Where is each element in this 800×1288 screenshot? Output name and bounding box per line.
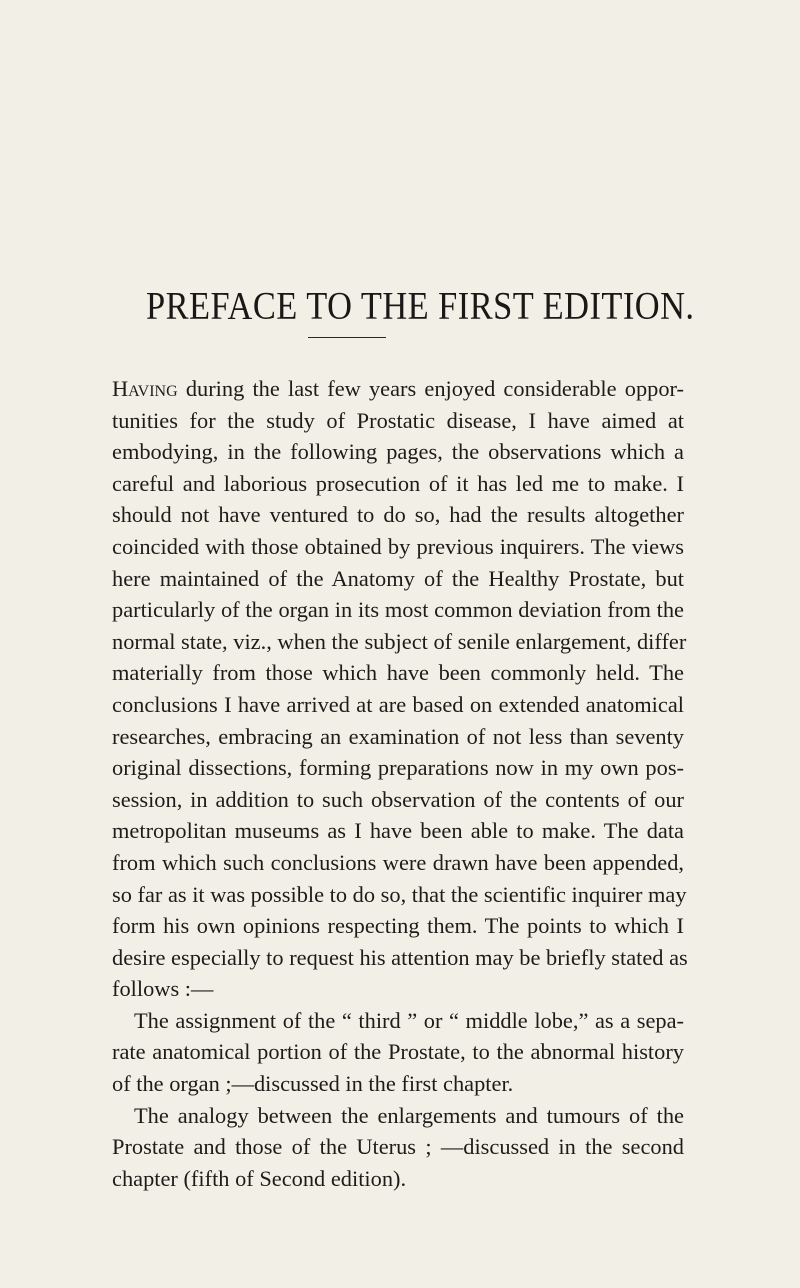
title-rule	[308, 337, 386, 338]
text-line: The assignment of the “ third ” or “ middle lobe,” as a sepa-	[134, 1007, 684, 1033]
text-line: desire especially to request his attention may be briefly stated as	[112, 944, 688, 970]
preface-text	[112, 373, 688, 1194]
text-line: from which such conclusions were drawn have been appended,	[112, 849, 684, 875]
text-line: normal state, viz., when the subject of senile enlargement, differ	[112, 628, 687, 654]
text-line: follows :—	[112, 976, 214, 1002]
text-line: Having during the last few years enjoyed considerable oppor-	[112, 376, 684, 401]
text-line: rate anatomical portion of the Prostate, to the abnormal history	[112, 1039, 684, 1065]
text-line: conclusions I have arrived at are based on extended anatomical	[112, 691, 684, 717]
small-caps-lead: Having	[112, 376, 178, 401]
text-line: form his own opinions respecting them. The points to which I	[112, 913, 684, 939]
text-line: tunities for the study of Prostatic disease, I have aimed at	[112, 407, 684, 433]
text-line: here maintained of the Anatomy of the Healthy Prostate, but	[112, 565, 684, 591]
text-line: metropolitan museums as I have been able to make. The data	[112, 818, 684, 844]
text-line: session, in addition to such observation of the contents of our	[112, 786, 684, 812]
text-line: embodying, in the following pages, the observations which a	[112, 439, 684, 465]
text-line: so far as it was possible to do so, that the scientific inquirer may	[112, 881, 687, 907]
text-line: particularly of the organ in its most common deviation from the	[112, 597, 684, 623]
text-line: The analogy between the enlargements and tumours of the	[134, 1102, 684, 1128]
text-line: careful and laborious prosecution of it has led me to make. I	[112, 470, 684, 496]
text-line: coincided with those obtained by previous inquirers. The views	[112, 533, 684, 559]
text-line: should not have ventured to do so, had the results altogether	[112, 502, 684, 528]
page-title: PREFACE TO THE FIRST EDITION.	[146, 285, 695, 329]
text-line: chapter (fifth of Second edition).	[112, 1165, 407, 1191]
text-line: original dissections, forming preparations now in my own pos-	[112, 755, 684, 781]
text-line: of the organ ;—discussed in the first chapter.	[112, 1071, 514, 1097]
text-line: researches, embracing an examination of not less than seventy	[112, 723, 684, 749]
text-line: Prostate and those of the Uterus ; —discussed in the second	[112, 1134, 684, 1160]
text-line: materially from those which have been commonly held. The	[112, 660, 684, 686]
